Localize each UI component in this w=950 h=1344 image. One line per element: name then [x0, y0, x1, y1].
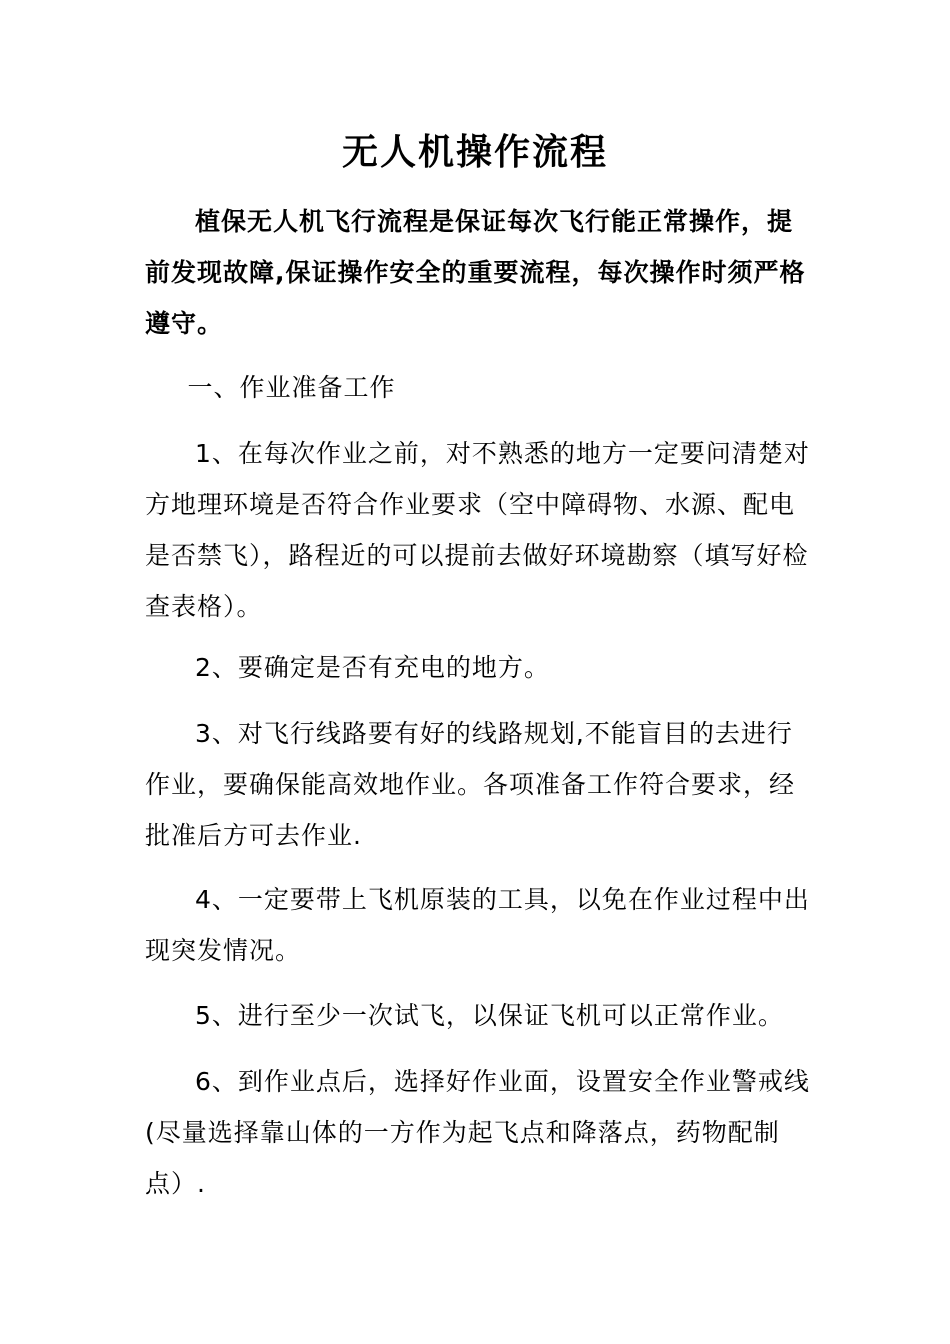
- list-item-4: 4、一定要带上飞机原装的工具，以免在作业过程中出现突发情况。: [145, 885, 810, 965]
- section-heading: 一、作业准备工作: [187, 373, 396, 402]
- intro-paragraph: 植保无人机飞行流程是保证每次飞行能正常操作，提前发现故障,保证操作安全的重要流程，每次操作时须严格遵守。: [145, 207, 806, 338]
- list-item-2: 2、要确定是否有充电的地方。: [195, 653, 550, 682]
- list-item-3: 3、对飞行线路要有好的线路规划,不能盲目的去进行作业，要确保能高效地作业。各项准备工作符合要求，经批准后方可去作业.: [145, 719, 796, 850]
- list-item-6: 6、到作业点后，选择好作业面，设置安全作业警戒线(尽量选择靠山体的一方作为起飞点和降落点，药物配制点）.: [145, 1067, 810, 1198]
- list-item-1: 1、在每次作业之前，对不熟悉的地方一定要问清楚对方地理环境是否符合作业要求（空中障碍物、水源、配电是否禁飞），路程近的可以提前去做好环境勘察（填写好检查表格）。: [145, 439, 810, 621]
- list-item-5: 5、进行至少一次试飞，以保证飞机可以正常作业。: [195, 1001, 784, 1030]
- page-title: 无人机操作流程: [341, 131, 608, 173]
